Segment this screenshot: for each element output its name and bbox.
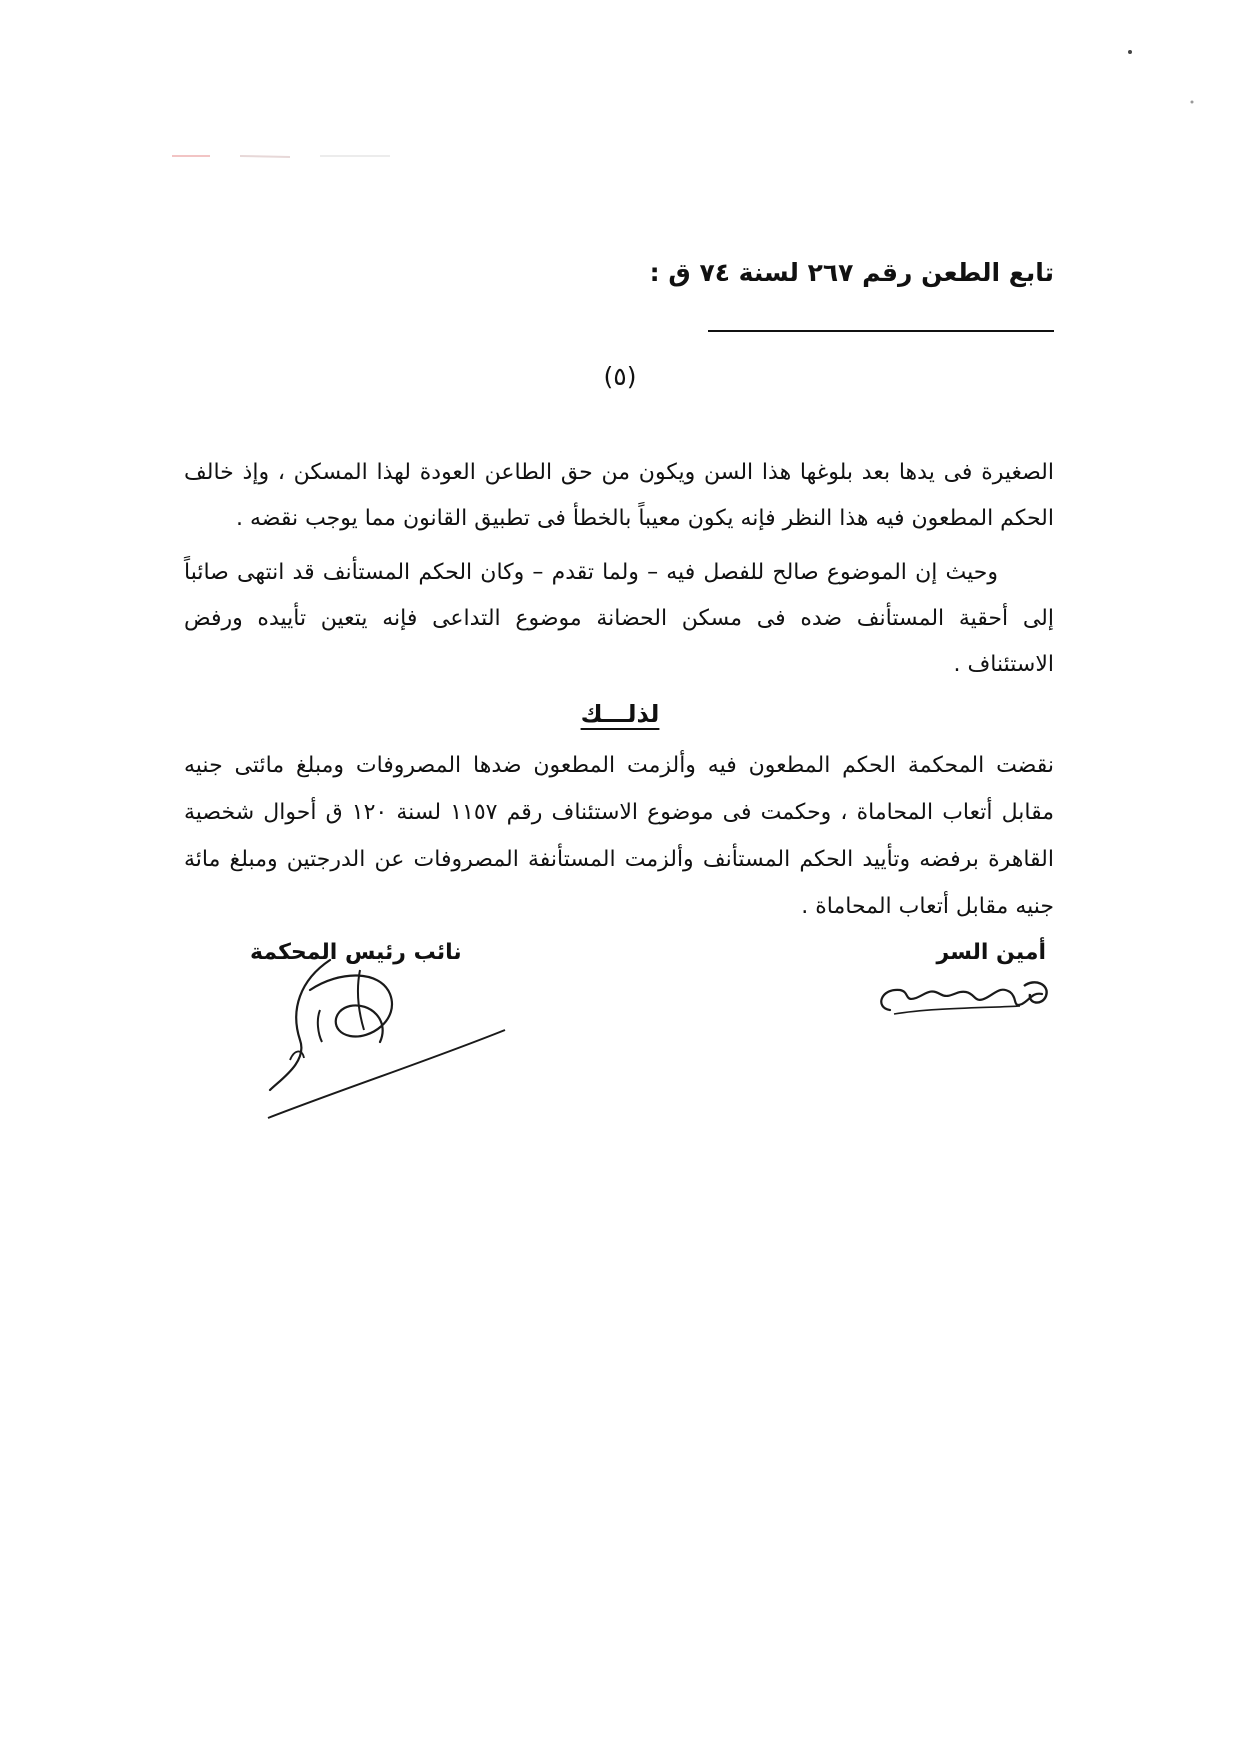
page-number: (٥) — [603, 362, 637, 391]
paragraph-reasoning — [184, 550, 1054, 688]
header-underline — [708, 330, 1054, 332]
vice-president-title: نائب رئيس المحكمة — [250, 940, 462, 965]
section-heading-therefore: لذلـــك — [580, 700, 660, 728]
paragraph-ruling: نقضت المحكمة الحكم المطعون فيه وألزمت المطعون ضدها المصروفات ومبلغ مائتى جنيه مقابل أتعاب المحاماة ، وحكمت فى موضوع الاستئناف رقم ١١٥٧ لسنة ١٢٠ ق أحوال شخصية القاهرة برفضه وتأييد الحكم المستأنف وألزمت المستأنفة المصروفات عن الدرجتين ومبلغ مائة جنيه مقابل أتعاب المحاماة . — [184, 753, 1054, 919]
paragraph-reasoning-text: وحيث إن الموضوع صالح للفصل فيه – ولما تقدم – وكان الحكم المستأنف قد انتهى صائباً إلى أحقية المستأنف ضده فى مسكن الحضانة موضوع التداعى فإنه يتعين تأييده ورفض الاستئناف . — [184, 560, 1054, 677]
scan-artifact-top-right — [1120, 40, 1200, 110]
case-reference-header: تابع الطعن رقم ٢٦٧ لسنة ٧٤ ق : — [649, 258, 1054, 287]
scan-artifact-top-left — [170, 150, 410, 162]
secretary-signature — [870, 968, 1060, 1028]
paragraph-continuation: الصغيرة فى يدها بعد بلوغها هذا السن ويكون من حق الطاعن العودة لهذا المسكن ، وإذ خالف الحكم المطعون فيه هذا النظر فإنه يكون معيباً بالخطأ فى تطبيق القانون مما يوجب نقضه . — [184, 460, 1054, 531]
vice-president-signature — [260, 950, 510, 1120]
secretary-title: أمين السر — [936, 940, 1046, 965]
